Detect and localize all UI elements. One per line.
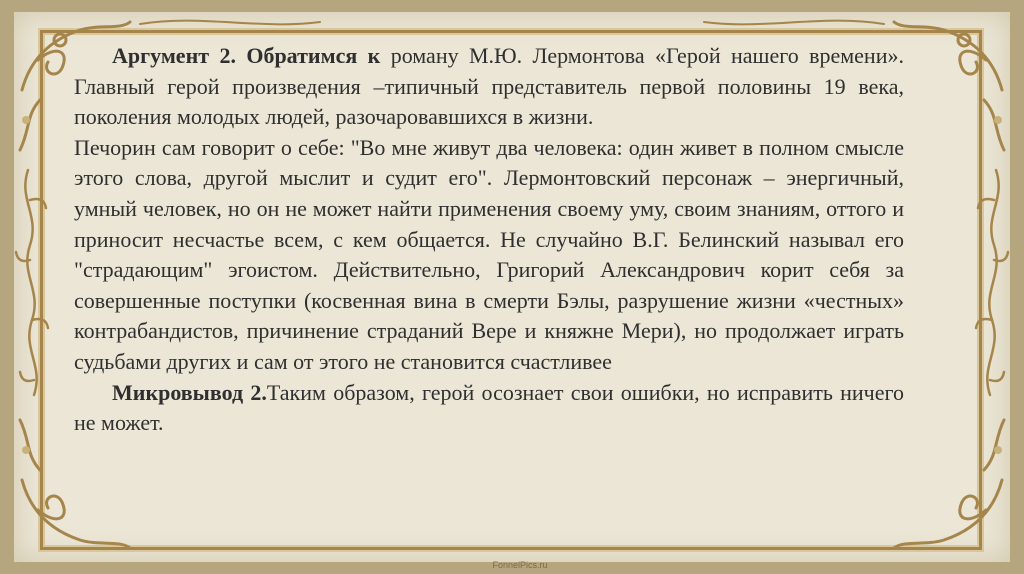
corner-ornament-bottom-left — [20, 420, 130, 548]
argument-text: роману М.Ю. Лермонтова «Герой нашего времени». Главный герой произведения –типичный представитель первой половины 19 века, поколения молодых людей, разочаровавшихся в жизни. — [74, 43, 904, 130]
paragraph-argument — [74, 41, 904, 133]
paragraph-conclusion — [74, 378, 904, 439]
main-text — [74, 41, 904, 439]
top-ornament — [140, 21, 884, 25]
conclusion-text: Таким образом, герой осознает свои ошибки, но исправить ничего не может. — [74, 379, 904, 436]
side-ornament-right — [976, 170, 1008, 395]
side-ornament-left — [16, 170, 48, 395]
conclusion-heading: Микровывод 2. — [112, 379, 267, 405]
footer-credit: FonnelPics.ru — [492, 560, 548, 570]
corner-ornament-top-right — [894, 22, 1004, 150]
corner-ornament-bottom-right — [894, 420, 1004, 548]
paragraph-pechorin: Печорин сам говорит о себе: "Во мне живут два человека: один живет в полном смысле этого слова, другой мыслит и судит его". Лермонтовский персонаж – энергичный, умный человек, но он не может найти применения своему уму, своим знаниям, оттого и приносит несчастье всем, с кем общается. Не случайно В.Г. Белинский называл его "страдающим" эгоистом. Действительно, Григорий Александрович корит себя за совершенные поступки (косвенная вина в смерти Бэлы, разрушение жизни «честных» контрабандистов, причинение страданий Вере и княжне Мери), но продолжает играть судьбами других и сам от этого не становится счастливее — [74, 134, 904, 374]
argument-heading: Аргумент 2. Обратимся к — [112, 43, 381, 68]
